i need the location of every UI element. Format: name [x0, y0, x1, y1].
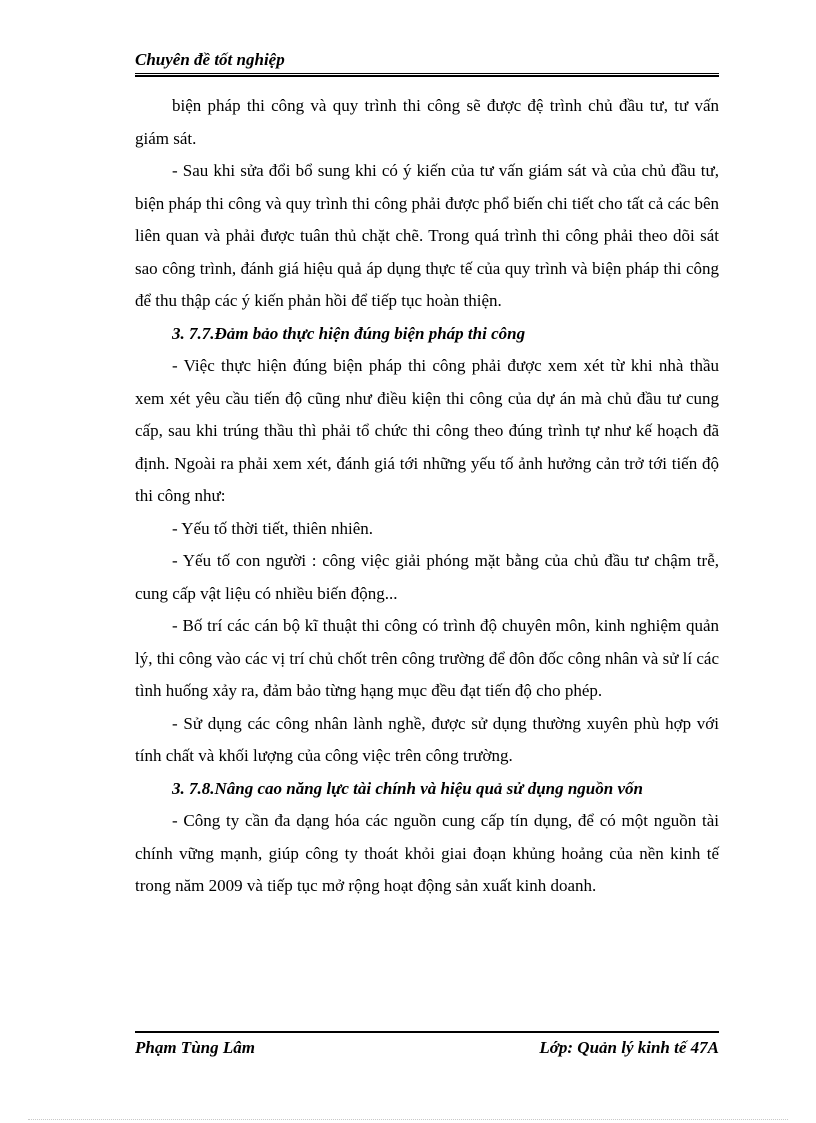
footer-author: Phạm Tùng Lâm	[135, 1038, 255, 1057]
section-heading-3-7-8: 3. 7.8.Nâng cao năng lực tài chính và hiệu quả sử dụng nguồn vốn	[172, 778, 643, 798]
footer-class: Lớp: Quản lý kinh tế 47A	[539, 1038, 719, 1057]
paragraph: - Sau khi sửa đổi bổ sung khi có ý kiến của tư vấn giám sát và của chủ đầu tư, biện pháp thi công và quy trình thi công phải được phổ biến chi tiết cho tất cả các bên liên quan và phải được tuân thủ chặt chẽ. Trong quá trình thi công phải theo dõi sát sao công trình, đánh giá hiệu quả áp dụng thực tế của quy trình và biện pháp thi công để thu thập các ý kiến phản hồi để tiếp tục hoàn thiện.	[135, 161, 719, 310]
page-header-title: Chuyên đề tốt nghiệp	[135, 50, 285, 69]
paragraph: - Công ty cần đa dạng hóa các nguồn cung cấp tín dụng, để có một nguồn tài chính vững mạnh, giúp công ty thoát khỏi giai đoạn khủng hoảng của nền kinh tế trong năm 2009 và tiếp tục mở rộng hoạt động sản xuất kinh doanh.	[135, 811, 719, 895]
page-edge	[28, 1119, 788, 1120]
header-divider	[135, 73, 719, 77]
paragraph: - Bố trí các cán bộ kĩ thuật thi công có trình độ chuyên môn, kinh nghiệm quản lý, thi công vào các vị trí chủ chốt trên công trường để đôn đốc công nhân và sử lí các tình huống xảy ra, đảm bảo từng hạng mục đều đạt tiến độ cho phép.	[135, 616, 719, 700]
paragraph: - Sử dụng các công nhân lành nghề, được sử dụng thường xuyên phù hợp với tính chất và khối lượng của công việc trên công trường.	[135, 713, 719, 765]
footer-divider	[135, 1031, 719, 1033]
paragraph: - Yếu tố con người : công việc giải phóng mặt bằng của chủ đầu tư chậm trễ, cung cấp vật liệu có nhiều biến động...	[135, 551, 719, 603]
section-heading-3-7-7: 3. 7.7.Đảm bảo thực hiện đúng biện pháp thi công	[172, 323, 526, 343]
paragraph: - Việc thực hiện đúng biện pháp thi công phải được xem xét từ khi nhà thầu xem xét yêu cầu tiến độ cũng như điều kiện thi công của dự án mà chủ đầu tư cung cấp, sau khi trúng thầu thì phải tổ chức thi công theo đúng trình tự như kế hoạch đã định. Ngoài ra phải xem xét, đánh giá tới những yếu tố ảnh hưởng cản trở tới tiến độ thi công như:	[135, 356, 719, 505]
paragraph: - Yếu tố thời tiết, thiên nhiên.	[172, 518, 373, 538]
document-body	[135, 90, 719, 903]
paragraph: biện pháp thi công và quy trình thi công sẽ được đệ trình chủ đầu tư, tư vấn giám sát.	[135, 96, 719, 148]
